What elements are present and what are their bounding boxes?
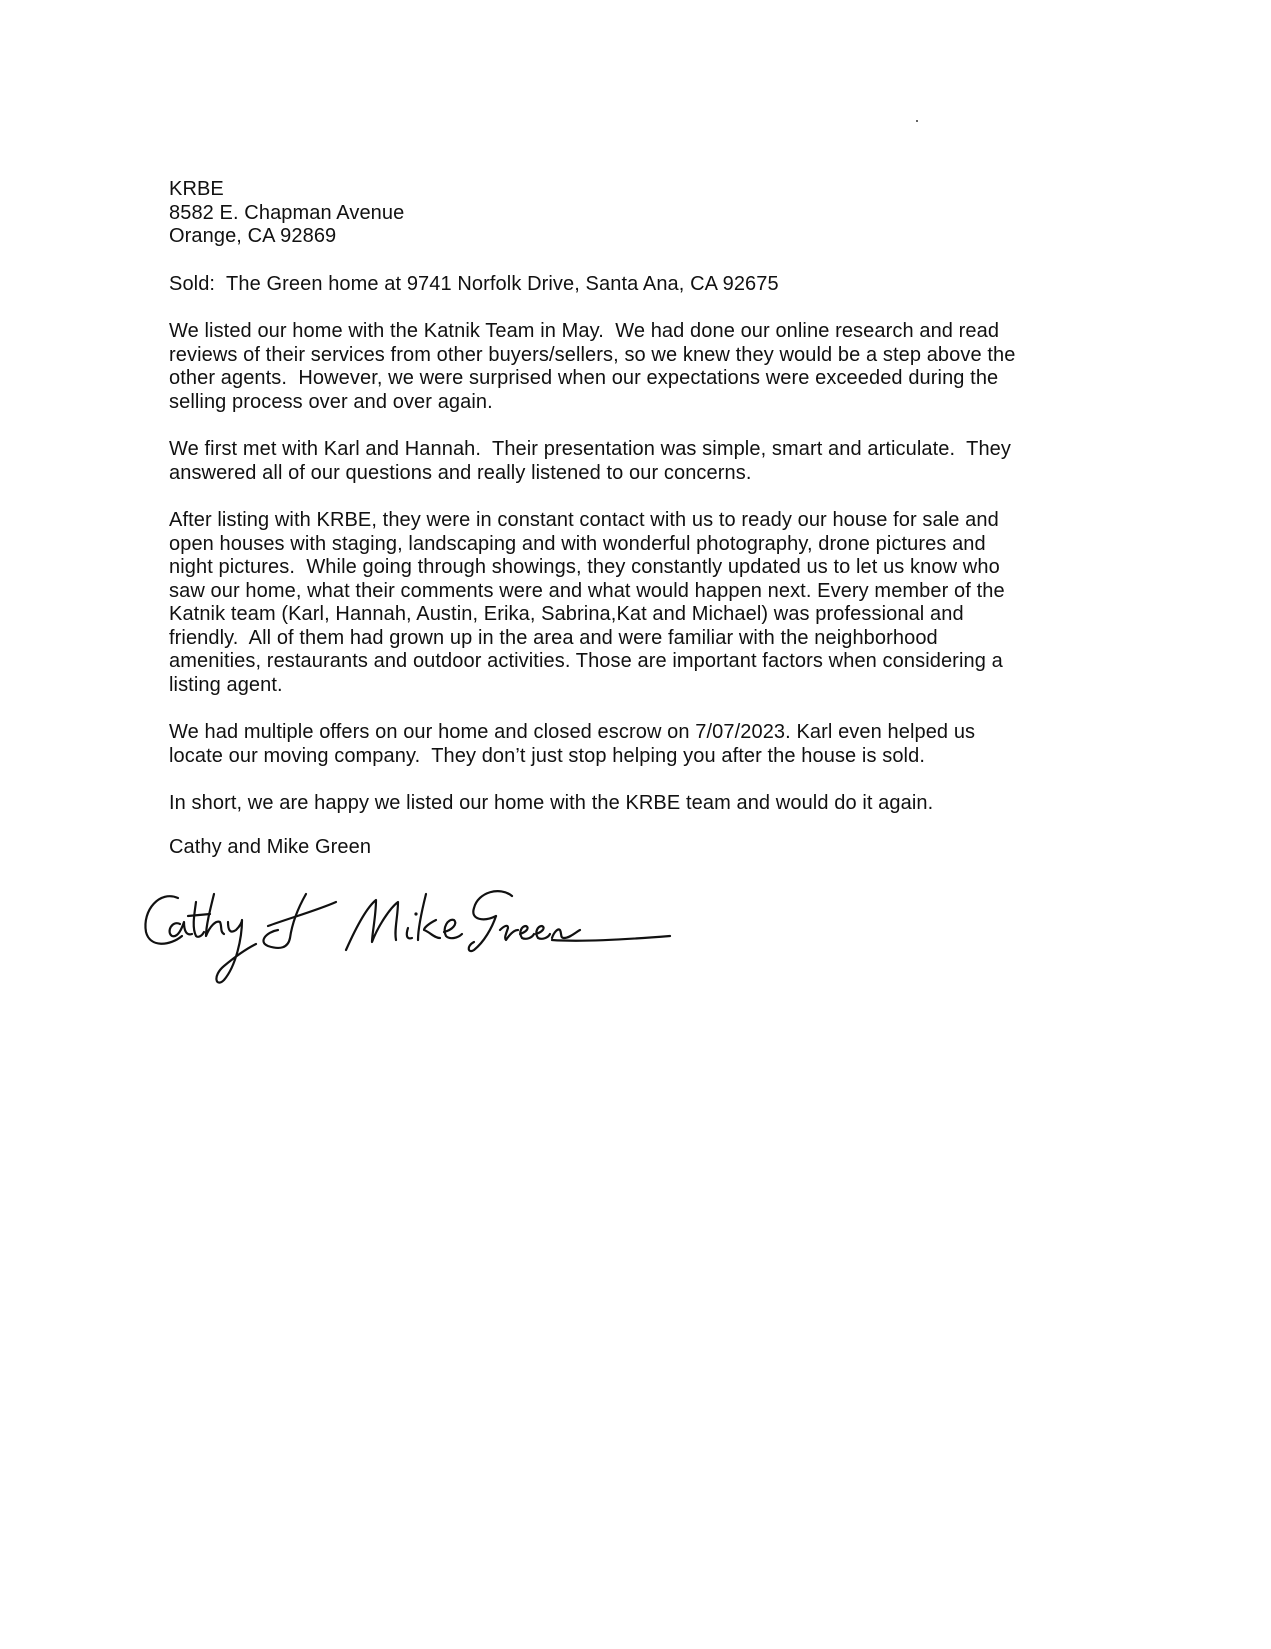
paragraph-line: In short, we are happy we listed our home with the KRBE team and would do it again.: [169, 792, 934, 814]
paragraph-line: locate our moving company. They don’t just stop helping you after the house is sold.: [169, 744, 925, 767]
paragraph-5: [169, 792, 1129, 816]
paragraph-line: friendly. All of them had grown up in the area and were familiar with the neighborhood: [169, 626, 938, 649]
handwritten-signature: [140, 880, 700, 1000]
paragraph-line: selling process over and over again.: [169, 390, 493, 413]
paragraph-line: open houses with staging, landscaping and with wonderful photography, drone pictures and: [169, 532, 986, 555]
closing-name: Cathy and Mike Green: [169, 835, 372, 858]
scan-speck: [916, 120, 918, 122]
paragraph-line: We had multiple offers on our home and closed escrow on 7/07/2023. Karl even helped us: [169, 721, 976, 743]
paragraph-3: [169, 509, 1129, 697]
paragraph-line: other agents. However, we were surprised when our expectations were exceeded during the: [169, 367, 999, 389]
paragraph-line: After listing with KRBE, they were in constant contact with us to ready our house for sale and: [169, 509, 999, 531]
letter-body: [169, 178, 1129, 859]
paragraph-line: night pictures. While going through showings, they constantly updated us to let us know who: [169, 556, 1000, 578]
paragraph-4: [169, 721, 1129, 768]
recipient-street: 8582 E. Chapman Avenue: [169, 201, 405, 224]
paragraph-2: [169, 438, 1129, 485]
paragraph-line: We listed our home with the Katnik Team in May. We had done our online research and read: [169, 320, 1000, 342]
recipient-city: Orange, CA 92869: [169, 225, 337, 247]
paragraph-line: saw our home, what their comments were and what would happen next. Every member of the: [169, 579, 1005, 602]
paragraph-line: listing agent.: [169, 673, 283, 696]
paragraph-line: reviews of their services from other buyers/sellers, so we knew they would be a step above the: [169, 343, 1016, 366]
recipient-address: [169, 178, 1129, 249]
paragraph-1: [169, 320, 1129, 414]
recipient-name: KRBE: [169, 178, 224, 200]
subject-line: Sold: The Green home at 9741 Norfolk Drive, Santa Ana, CA 92675: [169, 272, 779, 295]
paragraph-line: amenities, restaurants and outdoor activities. Those are important factors when considering a: [169, 650, 1003, 672]
paragraph-line: We first met with Karl and Hannah. Their presentation was simple, smart and articulate. They: [169, 438, 1011, 460]
paragraph-line: answered all of our questions and really listened to our concerns.: [169, 461, 752, 484]
paragraph-line: Katnik team (Karl, Hannah, Austin, Erika, Sabrina,Kat and Michael) was professional and: [169, 603, 964, 625]
